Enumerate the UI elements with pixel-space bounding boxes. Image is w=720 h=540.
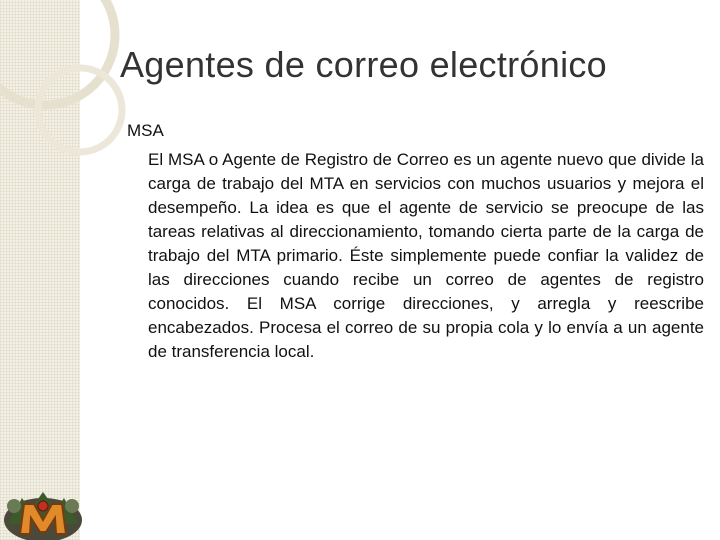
section-heading: MSA xyxy=(127,121,164,140)
letter-m-emblem-icon xyxy=(0,484,86,540)
decorative-circles xyxy=(0,0,160,200)
body-paragraph: El MSA o Agente de Registro de Correo es un agente nuevo que divide la carga de trabajo del MTA en servicios con muchos usuarios y mejora el desempeño. La idea es que el agente de servicio se preocupe de las tareas relativas al direccionamiento, tomando cierta parte de la carga de trabajo del MTA primario. Éste simplemente puede confiar la validez de las direcciones cuando recibe un correo de agentes de registro conocidos. El MSA corrige direcciones, y arregla y reescribe encabezados. Procesa el correo de su propia cola y lo envía a un agente de transferencia local. xyxy=(148,150,704,361)
slide-title: Agentes de correo electrónico xyxy=(120,44,607,85)
